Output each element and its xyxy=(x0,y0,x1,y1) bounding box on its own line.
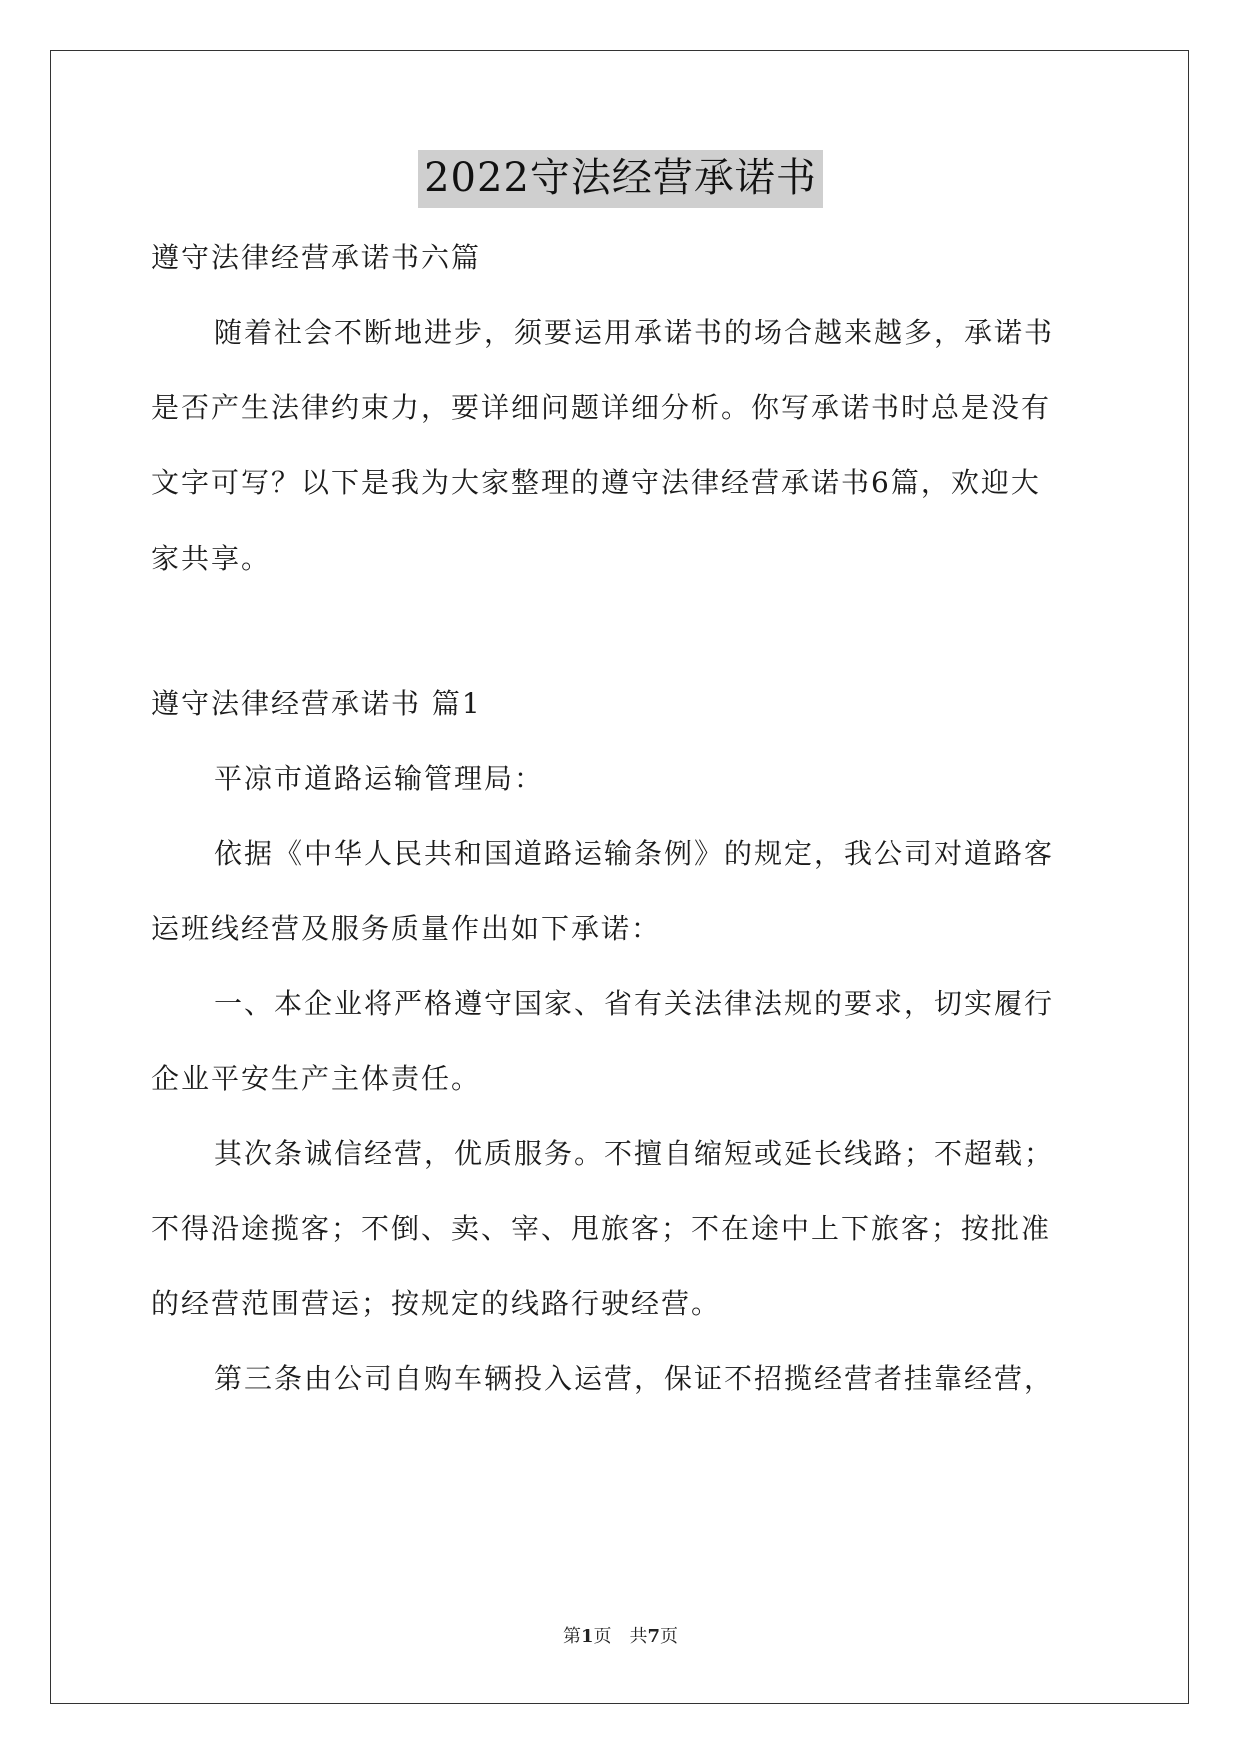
body-line-4: 一、本企业将严格遵守国家、省有关法律法规的要求，切实履行 xyxy=(214,987,1055,1020)
page-footer xyxy=(0,1625,1241,1649)
body-line-9: 第三条由公司自购车辆投入运营，保证不招揽经营者挂靠经营， xyxy=(214,1362,1055,1395)
page-border xyxy=(50,50,1189,1704)
footer-suffix: 页 xyxy=(660,1626,679,1647)
footer-page-number: 1 xyxy=(580,1626,594,1647)
document-title: 2022守法经营承诺书 xyxy=(418,150,823,208)
body-line-3: 运班线经营及服务质量作出如下承诺： xyxy=(151,912,662,945)
footer-prefix: 第 xyxy=(562,1626,581,1647)
title-container xyxy=(0,150,1241,208)
section-heading: 遵守法律经营承诺书 篇1 xyxy=(151,687,482,720)
body-line-5: 企业平安生产主体责任。 xyxy=(151,1062,482,1095)
intro-line-1: 随着社会不断地进步，须要运用承诺书的场合越来越多，承诺书 xyxy=(214,316,1055,349)
footer-middle: 页 共 xyxy=(593,1626,648,1647)
subtitle: 遵守法律经营承诺书六篇 xyxy=(151,241,482,274)
body-line-8: 的经营范围营运；按规定的线路行驶经营。 xyxy=(151,1287,722,1320)
footer-total-pages: 7 xyxy=(647,1626,661,1647)
body-line-7: 不得沿途揽客；不倒、卖、宰、甩旅客；不在途中上下旅客；按批准 xyxy=(151,1212,1052,1245)
body-line-1: 平凉市道路运输管理局： xyxy=(214,762,545,795)
intro-line-4: 家共享。 xyxy=(151,542,272,575)
intro-line-2: 是否产生法律约束力，要详细问题详细分析。你写承诺书时总是没有 xyxy=(151,391,1052,424)
body-line-6: 其次条诚信经营，优质服务。不擅自缩短或延长线路；不超载； xyxy=(214,1137,1055,1170)
intro-line-3: 文字可写？以下是我为大家整理的遵守法律经营承诺书6篇，欢迎大 xyxy=(151,466,1041,499)
body-line-2: 依据《中华人民共和国道路运输条例》的规定，我公司对道路客 xyxy=(214,837,1055,870)
